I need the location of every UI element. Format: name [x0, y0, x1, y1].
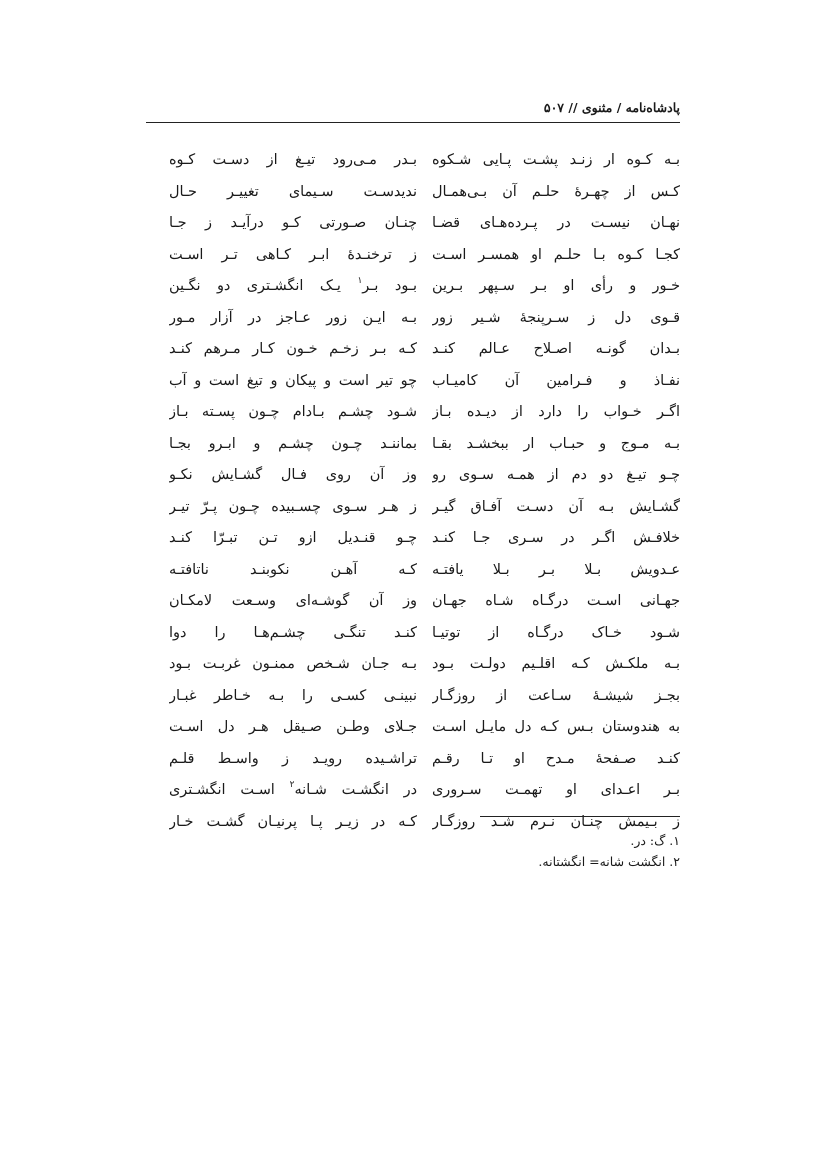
running-head: پادشاه‌نامه / مثنوی // ۵۰۷: [543, 100, 680, 115]
verse-line-with-note: [169, 775, 417, 807]
poem-right-column: [432, 145, 680, 838]
verse-line-with-note: [169, 271, 417, 303]
verse-line: کـس از چهـرهٔ حلـم آن بـی‌همـال: [432, 183, 680, 200]
verse-line: ز هـر سـوی چسـبیده چـون پـرّ تیـر: [169, 498, 417, 515]
verse-line: قـوی دل ز سـرپنجهٔ شـیر زور: [432, 309, 680, 326]
verse-line: وز آن گوشـه‌ای وسـعت لامکـان: [169, 593, 417, 609]
footnote-ref[interactable]: ۱: [357, 276, 363, 286]
verse-line: چو تیر است و پیکان و تیغ است و آب: [169, 372, 417, 389]
verse-line: بـه ملکـش کـه اقلـیم دولـت بـود: [432, 656, 680, 672]
verse-line: کنـد تنگـی چشـم‌هـا را دوا: [169, 624, 417, 641]
verse-line: ز بـیمش چنـان نـرم شـد روزگـار: [432, 813, 680, 830]
poem-left-column: [169, 145, 417, 838]
footnote-ref[interactable]: ۲: [289, 780, 295, 790]
verse-line: جهـانی اسـت درگـاه شـاه جهـان: [432, 593, 680, 609]
verse-line: کـه بـر زخـم خـون کـار مـرهم کنـد: [169, 341, 417, 357]
verse-line: بـه جـان شـخص ممنـون غربـت بـود: [169, 656, 417, 672]
verse-line: گشـایش بـه آن دسـت آفـاق گیـر: [432, 498, 680, 515]
footnotes: [146, 830, 680, 872]
verse-line: بجـز شیشـهٔ سـاعت از روزگـار: [432, 687, 680, 704]
verse-line: جـلای وطـن صـیقل هـر دل اسـت: [169, 719, 417, 735]
verse-line: اگـر خـواب را دارد از دیـده بـاز: [432, 404, 680, 420]
verse-line: کـه در زیـر پـا پرنیـان گشـت خـار: [169, 813, 417, 830]
verse-line: چـو قنـدیل ازو تـن تبـرّا کنـد: [169, 530, 417, 546]
verse-line: بـه مـوج و حبـاب ار ببخشـد بقـا: [432, 435, 680, 452]
verse-line: نبینـی کسـی را بـه خـاطر غبـار: [169, 687, 417, 704]
verse-line: بـدر مـی‌رود تیـغ از دسـت کـوه: [169, 152, 417, 168]
verse-line: وز آن روی فـال گشـایش نکـو: [169, 467, 417, 483]
verse-line: بـه ایـن زور عـاجز در آزار مـور: [169, 309, 417, 326]
verse-line: کـه آهـن نکوبنـد ناتافتـه: [169, 561, 417, 578]
verse-line: بـر اعـدای او تهمـت سـروری: [432, 782, 680, 798]
verse-line: خـور و رأی او بـر سـپهر بـرین: [432, 278, 680, 294]
verse-line: ز ترخنـدهٔ ابـر کـاهی تـر اسـت: [169, 246, 417, 263]
verse-line: شـود چشـم بـادام چـون پسـته بـاز: [169, 404, 417, 420]
verse-line: خلافـش اگـر در سـری جـا کنـد: [432, 530, 680, 546]
verse-line: نهـان نیسـت در پـرده‌هـای قضـا: [432, 215, 680, 231]
page-header: [146, 96, 680, 123]
verse-line: ندیدسـت سـیمای تغییـر حـال: [169, 183, 417, 200]
verse-line: چنـان صـورتی کـو درآیـد ز جـا: [169, 215, 417, 231]
verse-text: اسـت انگشـتری: [169, 782, 290, 798]
verse-line: تراشـیده رویـد ز واسـط قلـم: [169, 750, 417, 767]
footnote-2: ۲. انگشت شانه= انگشتانه.: [538, 854, 680, 869]
verse-line: چـو تیـغ دو دم از همـه سـوی رو: [432, 467, 680, 483]
verse-line: کجـا کـوه بـا حلـم او همسـر اسـت: [432, 246, 680, 263]
verse-line: بماننـد چـون چشـم و ابـرو بجـا: [169, 435, 417, 452]
footnote-divider: [480, 816, 680, 817]
footnote-1: ۱. گ: در.: [630, 833, 680, 848]
verse-line: شـود خـاک درگـاه از توتیـا: [432, 624, 680, 641]
verse-text: در انگشـت شـانه: [294, 782, 417, 798]
verse-line: بـه کـوه ار زنـد پشـت پـایی شـکوه: [432, 152, 680, 168]
verse-line: عـدویش بـلا بـر بـلا یافتـه: [432, 561, 680, 578]
verse-line: نفـاذ و فـرامین آن کامیـاب: [432, 372, 680, 389]
verse-line: به هندوستان بـس کـه دل مایـل اسـت: [432, 719, 680, 735]
verse-text: بـود بـر: [362, 278, 417, 294]
verse-line: کنـد صـفحهٔ مـدح او تـا رقـم: [432, 750, 680, 767]
verse-text: یـک انگشـتری دو نگـین: [169, 278, 358, 294]
verse-line: بـدان گونـه اصـلاح عـالم کنـد: [432, 341, 680, 357]
